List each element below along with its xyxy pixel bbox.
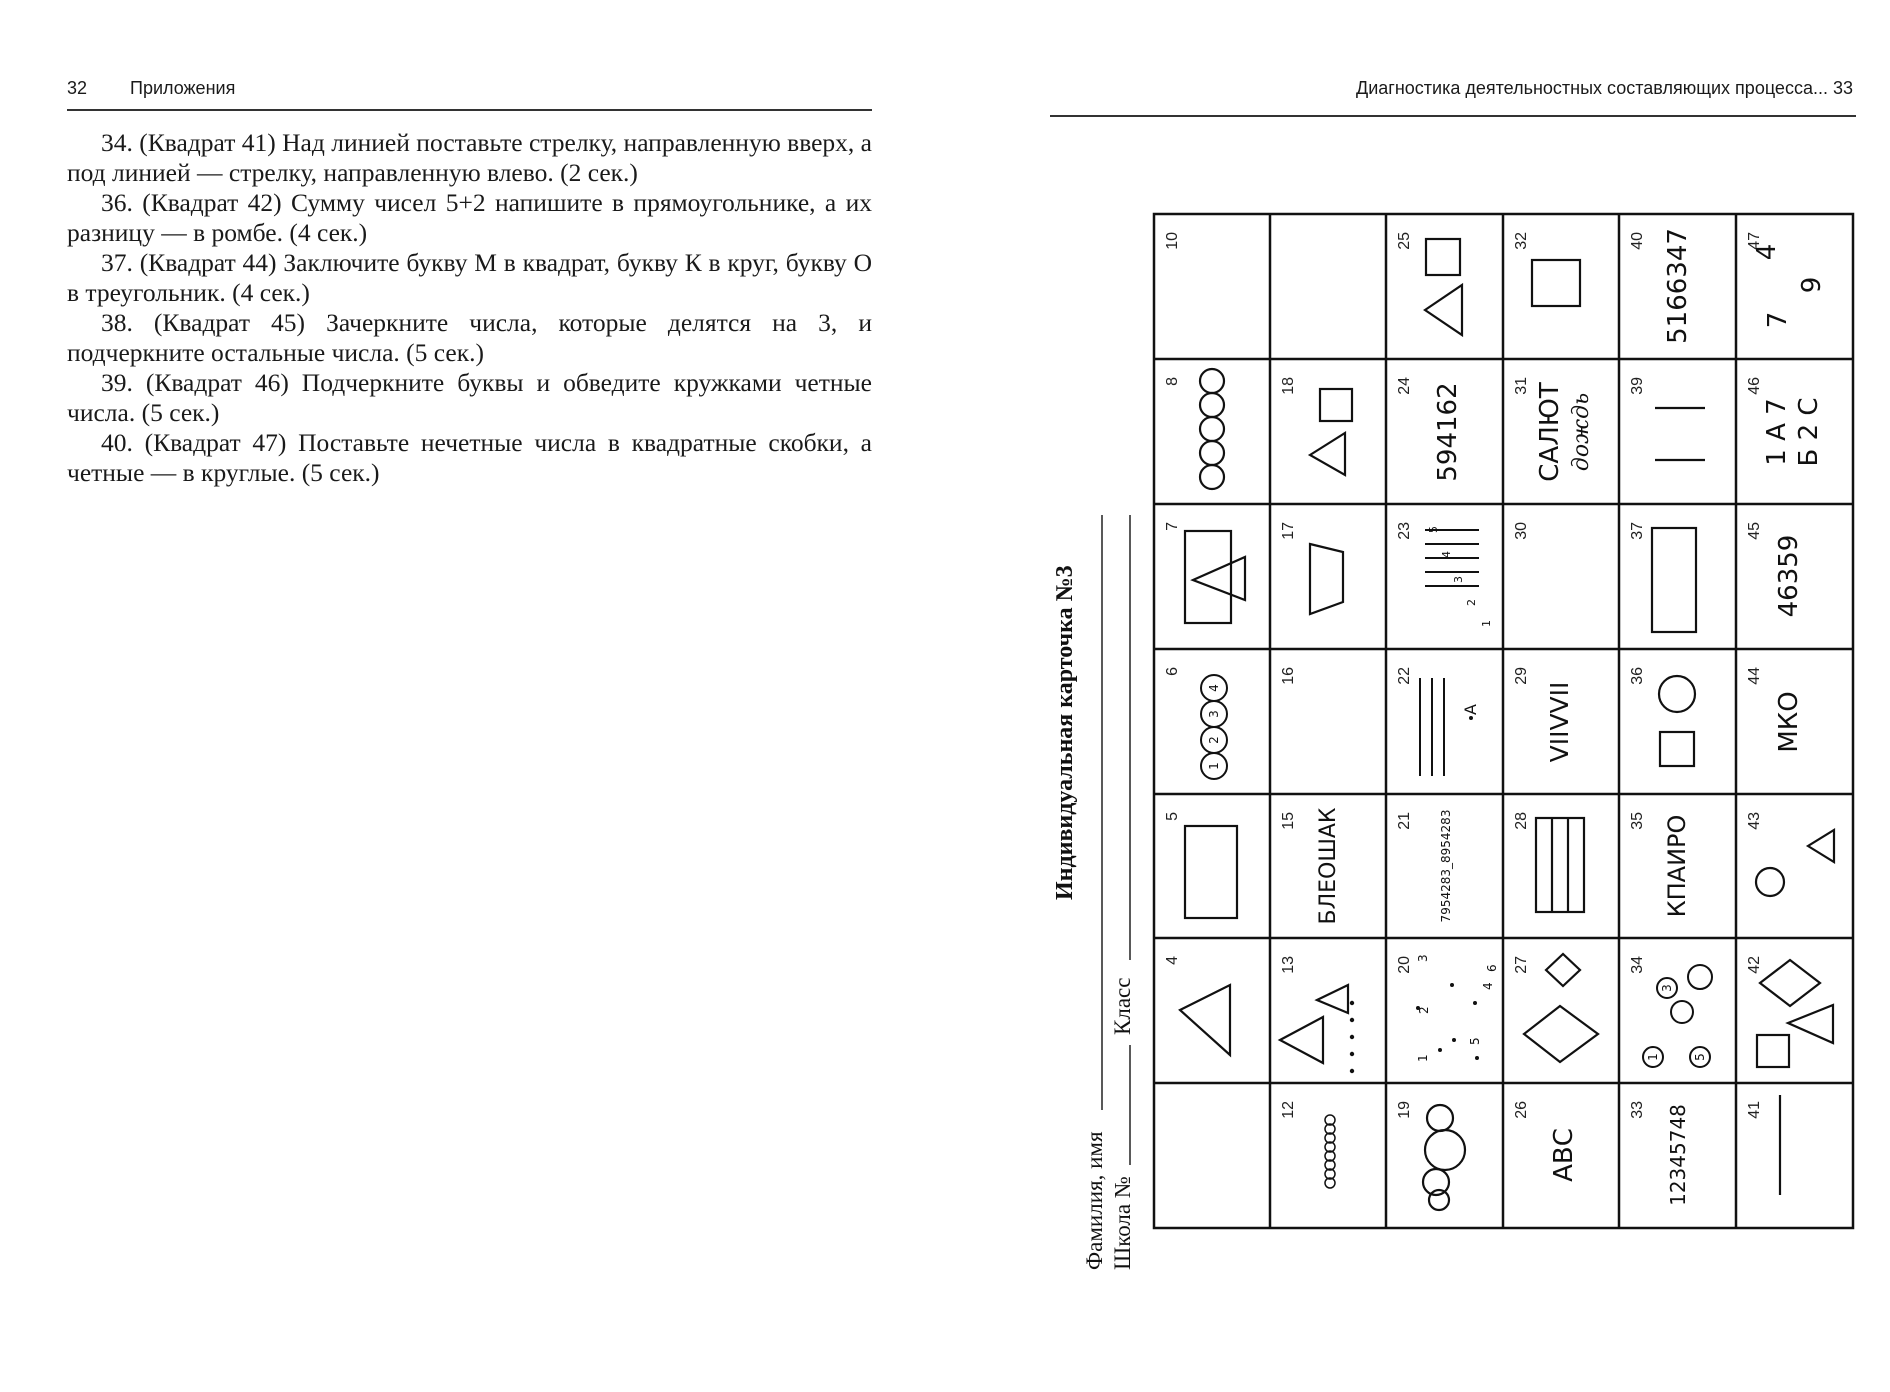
cell-number: 33 <box>1629 1101 1646 1119</box>
cell47-a: 4 <box>1752 243 1782 261</box>
circle-label: 3 <box>1660 984 1674 992</box>
cell-number: 20 <box>1396 956 1413 974</box>
paragraph: 40. (Квадрат 47) Поставьте нечетные числа в квадратные скобки, а четные — в круглые. (5 сек.) <box>67 428 872 487</box>
cell17-trapezoid <box>1310 544 1343 614</box>
cell29-text: VIIVVII <box>1545 681 1574 763</box>
cell8-circles <box>1200 369 1224 489</box>
field-class-label: Класс <box>1110 977 1135 1035</box>
left-running-title: Приложения <box>130 78 236 98</box>
cell12-small-circles <box>1325 1115 1335 1188</box>
line-label: 2 <box>1465 599 1478 606</box>
cell-number: 25 <box>1396 232 1413 250</box>
paragraph: 34. (Квадрат 41) Над линией поставьте стрелку, направленную вверх, а под линией — стрелку, направленную влево. (2 сек.) <box>67 128 872 187</box>
cell-number: 37 <box>1629 522 1646 540</box>
left-page-number: 32 <box>67 78 88 98</box>
cell40-number: 5166347 <box>1663 228 1693 344</box>
circle-label: 3 <box>1207 710 1221 718</box>
cell-number: 44 <box>1746 667 1763 685</box>
cell39-lines <box>1655 408 1705 460</box>
cell24-number: 594162 <box>1433 382 1463 482</box>
cell-number: 26 <box>1513 1101 1530 1119</box>
cell32-square <box>1532 260 1580 306</box>
cell47-b: 7 <box>1763 311 1793 329</box>
circle-label: 1 <box>1207 762 1221 770</box>
cell35-text: КПАИРО <box>1663 814 1691 918</box>
cell-number: 32 <box>1513 232 1530 250</box>
cell31-word1: САЛЮТ <box>1535 382 1565 482</box>
line-label: 3 <box>1452 576 1465 583</box>
cell-number: 27 <box>1513 956 1530 974</box>
cell-number: 7 <box>1164 522 1181 531</box>
circle-label: 5 <box>1693 1053 1707 1061</box>
card-title: Индивидуальная карточка №3 <box>1052 565 1078 900</box>
cell-number: 40 <box>1629 232 1646 250</box>
cell15-text: БЛЕОШАК <box>1316 807 1341 925</box>
paragraph: 38. (Квадрат 45) Зачеркните числа, которые делятся на 3, и подчеркните остальные числа. (5 сек.) <box>67 308 872 367</box>
cell-number: 22 <box>1396 667 1413 685</box>
cell-number: 36 <box>1629 667 1646 685</box>
cell-number: 23 <box>1396 522 1413 540</box>
cell20-dots <box>1416 954 1499 1062</box>
cell-number: 16 <box>1280 667 1297 685</box>
circle-label: 2 <box>1207 736 1221 744</box>
cell28-rectangle <box>1536 818 1584 912</box>
cell47-c: 9 <box>1797 276 1827 294</box>
cell-number: 46 <box>1746 377 1763 395</box>
paragraph: 37. (Квадрат 44) Заключите букву М в квадрат, букву К в круг, букву О в треугольник. (4 сек.) <box>67 248 872 307</box>
paragraph: 36. (Квадрат 42) Сумму чисел 5+2 напишите в прямоугольнике, а их разницу — в ромбе. (4 сек.) <box>67 188 872 247</box>
cell46-row2: Б 2 С <box>1794 397 1824 467</box>
cell5-rectangle <box>1185 826 1237 918</box>
dot-label: 6 <box>1485 964 1499 972</box>
cell27-rhombuses <box>1524 954 1598 1062</box>
field-name-label: Фамилия, имя <box>1082 1131 1107 1270</box>
cell6-numbered-circles <box>1201 675 1227 779</box>
cell33-number: 12345748 <box>1666 1104 1690 1206</box>
cell-number: 5 <box>1164 812 1181 821</box>
dot-label: 3 <box>1416 954 1430 962</box>
dot-label: 2 <box>1417 1006 1431 1014</box>
cell4-triangle <box>1180 985 1230 1055</box>
cell-number: 21 <box>1396 812 1413 830</box>
cell-number: 4 <box>1164 956 1181 965</box>
cell-number: 29 <box>1513 667 1530 685</box>
cell31-word2: дождь <box>1569 392 1594 472</box>
cell-number: 6 <box>1164 667 1181 676</box>
cell-number: 41 <box>1746 1101 1763 1119</box>
cell-number: 45 <box>1746 522 1763 540</box>
cell-number: 47 <box>1746 232 1763 250</box>
cell22-lines <box>1420 678 1480 776</box>
cell-number: 19 <box>1396 1101 1413 1119</box>
cell13-shapes <box>1280 985 1354 1073</box>
cell37-rectangle <box>1652 528 1696 632</box>
cell-number: 12 <box>1280 1101 1297 1119</box>
line-label: 4 <box>1440 551 1453 558</box>
right-page-number: 33 <box>1833 78 1854 98</box>
cell-number: 18 <box>1280 377 1297 395</box>
paragraph: 39. (Квадрат 46) Подчеркните буквы и обведите кружками четные числа. (5 сек.) <box>67 368 872 427</box>
cell-number: 15 <box>1280 812 1297 830</box>
line-label: 5 <box>1427 526 1440 533</box>
circle-label: 4 <box>1207 684 1221 692</box>
cell46-row1: 1 А 7 <box>1762 398 1792 466</box>
cell42-shapes <box>1757 960 1833 1067</box>
field-school-label: Школа № <box>1110 1176 1135 1270</box>
cell7-shapes <box>1185 531 1245 623</box>
cell43-shapes <box>1756 830 1834 896</box>
cell22-label: А <box>1461 704 1480 715</box>
cell-number: 13 <box>1280 956 1297 974</box>
cell-number: 31 <box>1513 377 1530 395</box>
cell19-circles <box>1423 1105 1465 1210</box>
cell21-text: 7954283_8954283 <box>1439 809 1453 923</box>
cell23-lines <box>1425 526 1493 627</box>
cell-number: 35 <box>1629 812 1646 830</box>
cell18-shapes <box>1310 389 1352 475</box>
cell34-circles <box>1643 965 1712 1067</box>
right-running-title: Диагностика деятельностных составляющих процесса... <box>1356 78 1828 98</box>
cell-number: 17 <box>1280 522 1297 540</box>
circle-label: 1 <box>1646 1053 1660 1061</box>
cell36-shapes <box>1659 676 1695 766</box>
cell-number: 10 <box>1164 232 1181 250</box>
cell25-shapes <box>1425 239 1462 335</box>
cell-number: 24 <box>1396 377 1413 395</box>
line-label: 1 <box>1480 620 1493 627</box>
cell-number: 39 <box>1629 377 1646 395</box>
dot-label: 1 <box>1416 1054 1430 1062</box>
dot-label: 5 <box>1468 1037 1482 1045</box>
cell-number: 30 <box>1513 522 1530 540</box>
cell26-text: АВС <box>1549 1128 1579 1182</box>
cell-number: 34 <box>1629 956 1646 974</box>
cell-number: 43 <box>1746 812 1763 830</box>
dot-label: 4 <box>1481 982 1495 990</box>
cell45-number: 46359 <box>1774 534 1804 618</box>
cell44-text: МКО <box>1774 691 1804 753</box>
cell-number: 28 <box>1513 812 1530 830</box>
cell-number: 42 <box>1746 956 1763 974</box>
cell-number: 8 <box>1164 377 1181 386</box>
